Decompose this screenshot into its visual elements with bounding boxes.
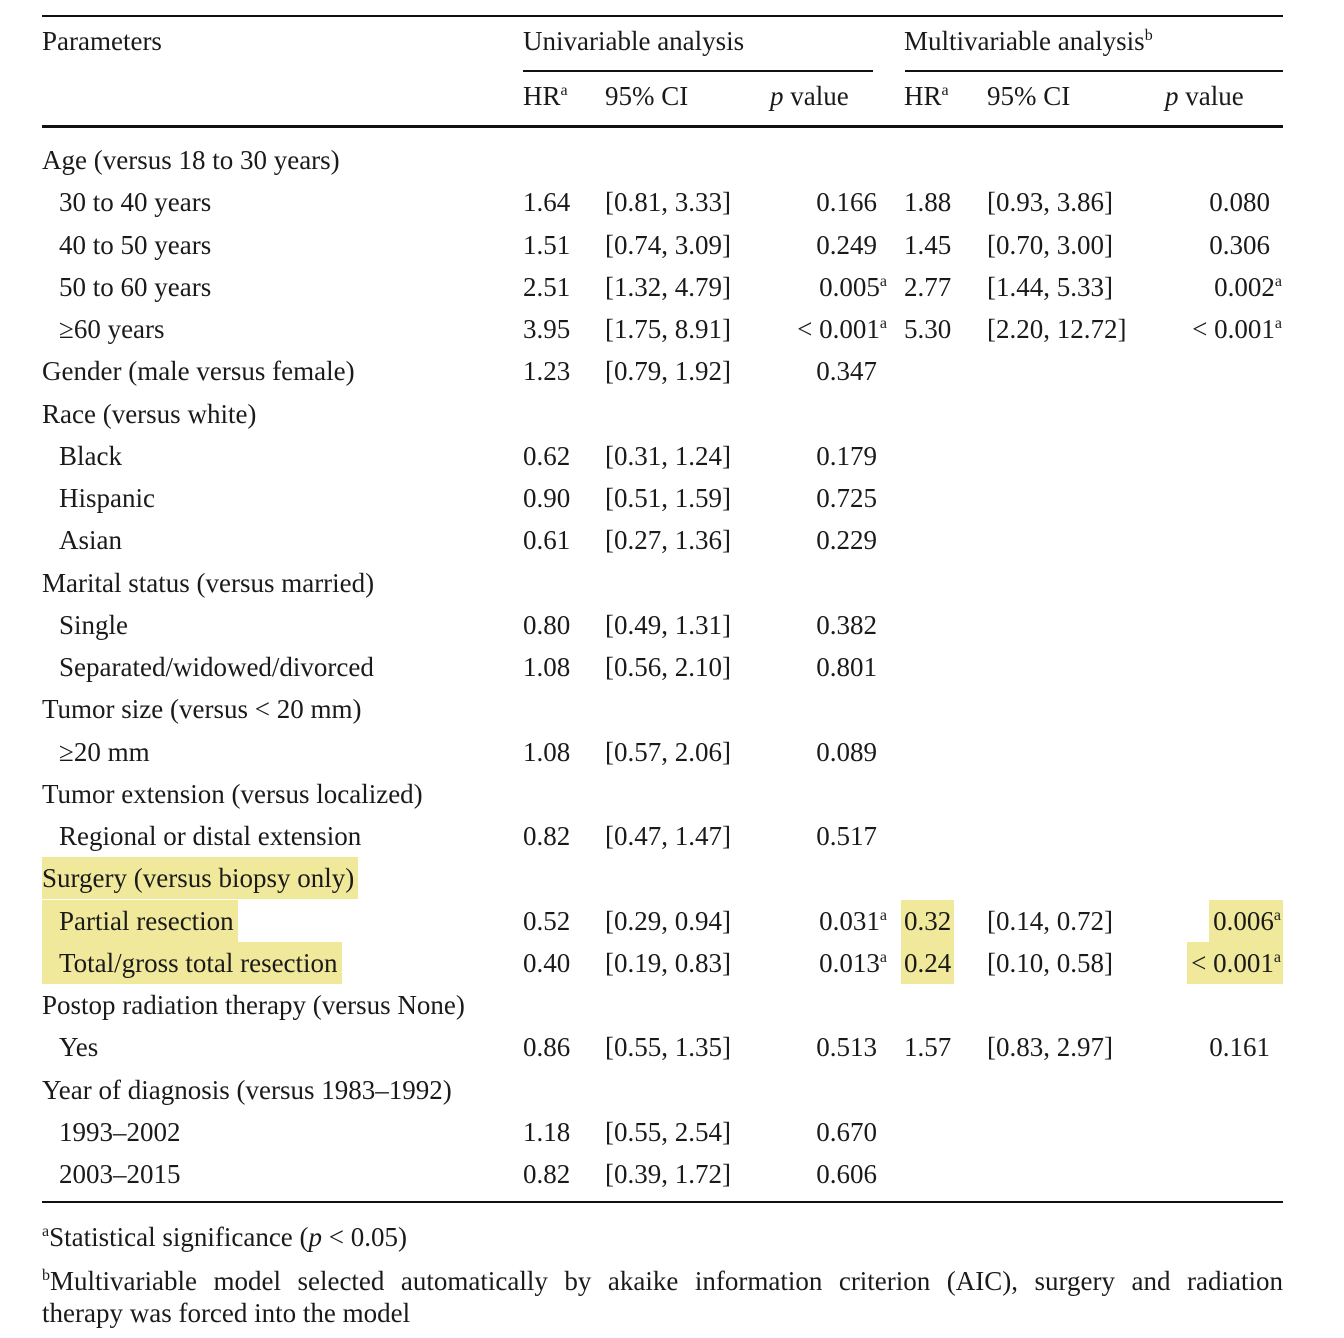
header-multivariable xyxy=(904,24,1153,58)
multivariable-p-value: 0.002 xyxy=(1214,272,1275,302)
univariable-p-value: 0.382 xyxy=(816,610,877,640)
header-m-hr-text: HR xyxy=(904,81,942,111)
univariable-underline xyxy=(523,70,873,72)
footnote-a-text-2: < 0.05) xyxy=(322,1222,407,1252)
multivariable-p xyxy=(1209,228,1270,262)
univariable-hr: 0.90 xyxy=(523,483,571,513)
header-u-hr-sup: a xyxy=(560,82,568,99)
univariable-ci: [0.39, 1.72] xyxy=(605,1159,731,1189)
row-label: Separated/widowed/divorced xyxy=(59,652,374,682)
row-label: Partial resection xyxy=(42,900,238,942)
univariable-hr: 3.95 xyxy=(523,314,571,344)
footnote-b-mark: b xyxy=(42,1267,50,1284)
row-label: Hispanic xyxy=(59,483,155,513)
multivariable-ci: [2.20, 12.72] xyxy=(987,314,1127,344)
univariable-p-value: 0.725 xyxy=(816,483,877,513)
row-label: ≥60 years xyxy=(59,314,165,344)
univariable-ci: [0.51, 1.59] xyxy=(605,483,731,513)
univariable-p xyxy=(816,185,877,219)
footnote-b-line1-wrap xyxy=(42,1264,1283,1298)
univariable-p-sup: a xyxy=(879,949,887,966)
header-u-hr-text: HR xyxy=(523,81,561,111)
row-label: 30 to 40 years xyxy=(59,187,212,217)
univariable-hr: 2.51 xyxy=(523,272,571,302)
multivariable-hr: 1.45 xyxy=(904,230,952,260)
row-label: Yes xyxy=(59,1032,99,1062)
multivariable-ci: [0.14, 0.72] xyxy=(987,906,1113,936)
row-label: Postop radiation therapy (versus None) xyxy=(42,990,465,1020)
univariable-hr: 0.40 xyxy=(523,948,571,978)
row-label: 1993–2002 xyxy=(59,1117,181,1147)
univariable-p-value: 0.005 xyxy=(819,272,880,302)
univariable-p xyxy=(816,1030,877,1064)
univariable-ci: [0.81, 3.33] xyxy=(605,187,731,217)
multivariable-p xyxy=(1187,942,1283,984)
univariable-p-value: 0.606 xyxy=(816,1159,877,1189)
univariable-p xyxy=(819,946,887,980)
header-u-ci: 95% CI xyxy=(605,81,689,111)
header-m-p-rest: value xyxy=(1178,81,1244,111)
row-label: 50 to 60 years xyxy=(59,272,212,302)
footnote-a-text-1: Statistical significance ( xyxy=(49,1222,309,1252)
multivariable-p-value: 0.161 xyxy=(1209,1032,1270,1062)
univariable-ci: [0.47, 1.47] xyxy=(605,821,731,851)
row-label: Total/gross total resection xyxy=(42,942,342,984)
multivariable-hr: 5.30 xyxy=(904,314,952,344)
footnote-b xyxy=(42,1264,1283,1328)
multivariable-hr: 2.77 xyxy=(904,272,952,302)
multivariable-hr: 1.88 xyxy=(904,187,952,217)
multivariable-p-sup: a xyxy=(1274,273,1282,290)
row-label: Marital status (versus married) xyxy=(42,568,375,598)
univariable-p-value: 0.229 xyxy=(816,525,877,555)
univariable-hr: 0.80 xyxy=(523,610,571,640)
footnote-a-p: p xyxy=(308,1222,323,1252)
univariable-p xyxy=(819,270,887,304)
univariable-p-value: 0.670 xyxy=(816,1117,877,1147)
multivariable-hr: 1.57 xyxy=(904,1032,952,1062)
top-rule xyxy=(42,15,1283,17)
multivariable-p xyxy=(1192,312,1282,346)
multivariable-p xyxy=(1209,1030,1270,1064)
row-label: 2003–2015 xyxy=(59,1159,181,1189)
univariable-hr: 1.08 xyxy=(523,737,571,767)
univariable-p-sup: a xyxy=(879,907,887,924)
univariable-p-value: < 0.001 xyxy=(797,314,880,344)
header-parameters: Parameters xyxy=(42,26,162,56)
header-bottom-rule xyxy=(42,125,1283,128)
univariable-ci: [0.31, 1.24] xyxy=(605,441,731,471)
row-label: 40 to 50 years xyxy=(59,230,212,260)
univariable-p-value: 0.513 xyxy=(816,1032,877,1062)
header-multivariable-sup: b xyxy=(1144,27,1153,44)
univariable-ci: [0.74, 3.09] xyxy=(605,230,731,260)
footnote-a-mark: a xyxy=(42,1223,50,1240)
univariable-p-value: 0.249 xyxy=(816,230,877,260)
row-label: Regional or distal extension xyxy=(59,821,362,851)
multivariable-ci: [1.44, 5.33] xyxy=(987,272,1113,302)
univariable-p-value: 0.031 xyxy=(819,906,880,936)
univariable-p xyxy=(816,1157,877,1191)
header-u-p-italic: p xyxy=(770,81,784,111)
header-m-hr xyxy=(904,79,949,113)
multivariable-p-value: 0.080 xyxy=(1209,187,1270,217)
row-label: Single xyxy=(59,610,129,640)
univariable-ci: [1.75, 8.91] xyxy=(605,314,731,344)
header-m-p-italic: p xyxy=(1165,81,1179,111)
univariable-ci: [0.49, 1.31] xyxy=(605,610,731,640)
row-label: Gender (male versus female) xyxy=(42,356,355,386)
header-m-ci: 95% CI xyxy=(987,81,1071,111)
footnote-b-line1: Multivariable model selected automatically by akaike information criterion (AIC), surgery and radiation xyxy=(50,1266,1283,1296)
univariable-p-value: 0.089 xyxy=(816,737,877,767)
row-label: Asian xyxy=(59,525,122,555)
univariable-ci: [0.19, 0.83] xyxy=(605,948,731,978)
multivariable-ci: [0.93, 3.86] xyxy=(987,187,1113,217)
univariable-p-value: 0.166 xyxy=(816,187,877,217)
multivariable-ci: [0.83, 2.97] xyxy=(987,1032,1113,1062)
univariable-p xyxy=(819,904,887,938)
row-label: Surgery (versus biopsy only) xyxy=(42,857,358,899)
univariable-hr: 1.18 xyxy=(523,1117,571,1147)
univariable-hr: 0.52 xyxy=(523,906,571,936)
univariable-ci: [0.55, 2.54] xyxy=(605,1117,731,1147)
multivariable-p xyxy=(1209,185,1270,219)
header-univariable: Univariable analysis xyxy=(523,26,745,56)
univariable-p xyxy=(816,439,877,473)
multivariable-underline xyxy=(905,70,1283,72)
univariable-p xyxy=(816,1115,877,1149)
multivariable-p xyxy=(1209,900,1283,942)
row-label: Race (versus white) xyxy=(42,399,257,429)
multivariable-p xyxy=(1214,270,1282,304)
multivariable-hr: 0.24 xyxy=(901,942,954,984)
univariable-hr: 0.61 xyxy=(523,525,571,555)
univariable-ci: [1.32, 4.79] xyxy=(605,272,731,302)
univariable-ci: [0.27, 1.36] xyxy=(605,525,731,555)
univariable-ci: [0.79, 1.92] xyxy=(605,356,731,386)
univariable-p xyxy=(816,228,877,262)
multivariable-hr: 0.32 xyxy=(901,900,954,942)
univariable-p xyxy=(816,735,877,769)
univariable-p-value: 0.179 xyxy=(816,441,877,471)
multivariable-p-sup: a xyxy=(1273,907,1281,924)
univariable-p-value: 0.013 xyxy=(819,948,880,978)
header-m-hr-sup: a xyxy=(941,82,949,99)
multivariable-p-sup: a xyxy=(1273,949,1281,966)
multivariable-p-value: < 0.001 xyxy=(1192,314,1275,344)
univariable-hr: 1.51 xyxy=(523,230,571,260)
univariable-hr: 0.62 xyxy=(523,441,571,471)
row-label: ≥20 mm xyxy=(59,737,150,767)
univariable-p-sup: a xyxy=(879,273,887,290)
univariable-ci: [0.55, 1.35] xyxy=(605,1032,731,1062)
univariable-p xyxy=(797,312,887,346)
univariable-hr: 0.86 xyxy=(523,1032,571,1062)
univariable-hr: 1.08 xyxy=(523,652,571,682)
univariable-hr: 0.82 xyxy=(523,821,571,851)
row-label: Age (versus 18 to 30 years) xyxy=(42,145,340,175)
univariable-hr: 1.23 xyxy=(523,356,571,386)
multivariable-p-value: 0.306 xyxy=(1209,230,1270,260)
multivariable-p-value: 0.006 xyxy=(1213,906,1274,936)
univariable-ci: [0.57, 2.06] xyxy=(605,737,731,767)
univariable-ci: [0.29, 0.94] xyxy=(605,906,731,936)
multivariable-ci: [0.10, 0.58] xyxy=(987,948,1113,978)
univariable-hr: 1.64 xyxy=(523,187,571,217)
univariable-p xyxy=(816,650,877,684)
footnote-a xyxy=(42,1220,1283,1254)
univariable-hr: 0.82 xyxy=(523,1159,571,1189)
header-multivariable-text: Multivariable analysis xyxy=(904,26,1145,56)
multivariable-p-value: < 0.001 xyxy=(1191,948,1274,978)
row-label: Tumor extension (versus localized) xyxy=(42,779,423,809)
univariable-p xyxy=(816,481,877,515)
univariable-p-value: 0.347 xyxy=(816,356,877,386)
univariable-ci: [0.56, 2.10] xyxy=(605,652,731,682)
row-label: Year of diagnosis (versus 1983–1992) xyxy=(42,1075,452,1105)
univariable-p xyxy=(816,354,877,388)
multivariable-ci: [0.70, 3.00] xyxy=(987,230,1113,260)
univariable-p xyxy=(816,819,877,853)
row-label: Black xyxy=(59,441,122,471)
footnote-b-line2: therapy was forced into the model xyxy=(42,1298,411,1328)
univariable-p xyxy=(816,523,877,557)
multivariable-p-sup: a xyxy=(1274,315,1282,332)
univariable-p-sup: a xyxy=(879,315,887,332)
header-u-p xyxy=(770,79,849,113)
header-u-hr xyxy=(523,79,568,113)
row-label: Tumor size (versus < 20 mm) xyxy=(42,694,362,724)
univariable-p-value: 0.517 xyxy=(816,821,877,851)
header-m-p xyxy=(1165,79,1244,113)
univariable-p-value: 0.801 xyxy=(816,652,877,682)
univariable-p xyxy=(816,608,877,642)
header-u-p-rest: value xyxy=(783,81,849,111)
table-bottom-rule xyxy=(42,1201,1283,1203)
